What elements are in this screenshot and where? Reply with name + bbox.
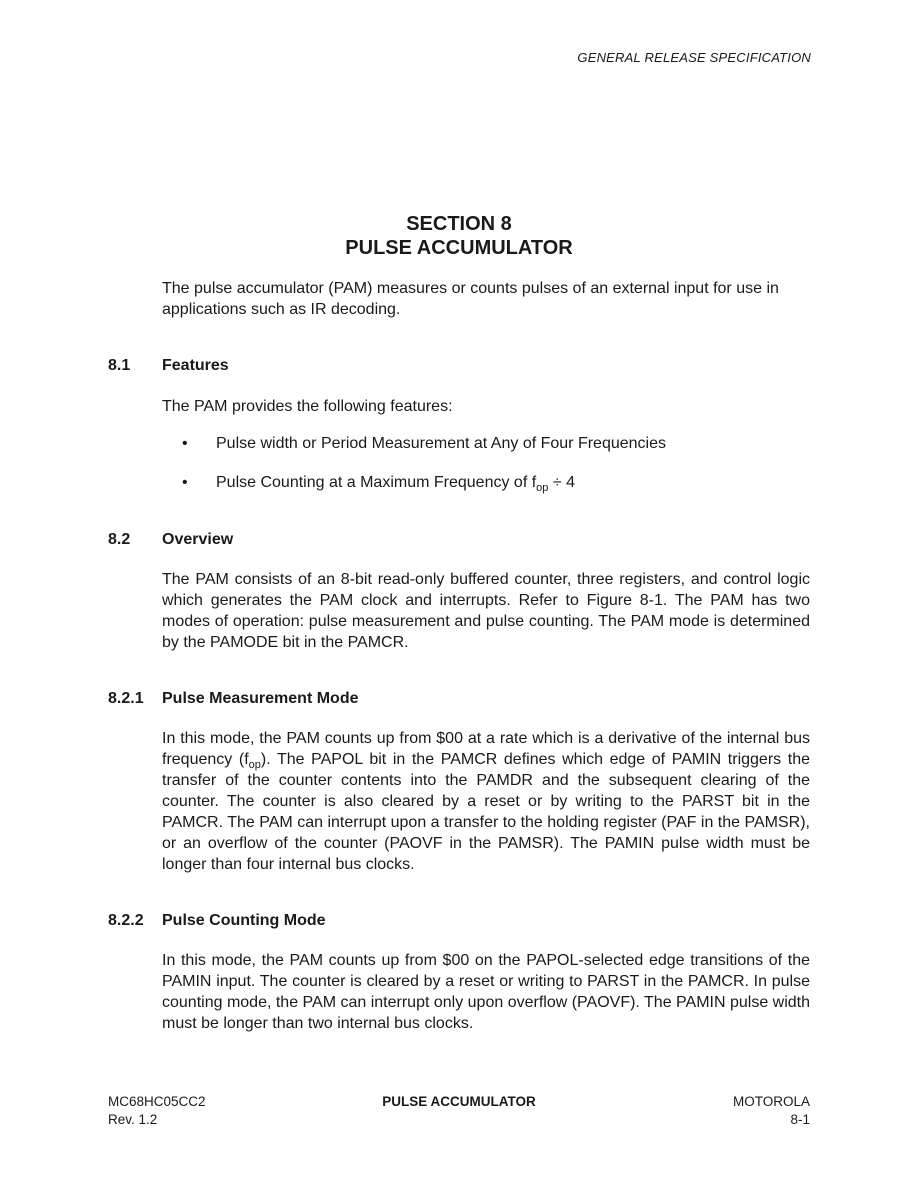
feature-item-text-post: ÷ 4 (548, 474, 575, 491)
subscript-op: op (248, 759, 261, 772)
pulse-measurement-text-post: ). The PAPOL bit in the PAMCR defines which edge of PAMIN triggers the transfer of the counter contents into the PAMDR and the subsequent clearing of the counter. The counter is also cleared by a reset or by writing to the PARST bit in the PAMCR. The PAM can interrupt upon a transfer to the holding register (PAF in the PAMSR), or an overflow of the counter (PAOVF in the PAMSR). The PAMIN pulse width must be longer than four internal bus clocks. (162, 751, 811, 873)
section-number-title: SECTION 8 (406, 213, 512, 235)
features-lead: The PAM provides the following features: (162, 398, 453, 415)
heading-8-1-title: Features (162, 357, 229, 374)
footer-section-name: PULSE ACCUMULATOR (382, 1094, 536, 1109)
section-name-title: PULSE ACCUMULATOR (345, 237, 573, 259)
overview-paragraph: The PAM consists of an 8-bit read-only buffered counter, three registers, and control logic which generates the PAM clock and interrupts. Refer to Figure 8-1. The PAM has two modes of operation: pulse measurement and pulse counting. The PAM mode is determined by the PAMODE bit in the PAMCR. (162, 571, 810, 651)
feature-item-text (216, 473, 575, 493)
heading-8-2-2-title: Pulse Counting Mode (162, 912, 326, 929)
intro-paragraph: The pulse accumulator (PAM) measures or counts pulses of an external input for use in applications such as IR decoding. (162, 280, 779, 318)
heading-8-2-number: 8.2 (108, 531, 131, 548)
heading-8-2-1-title: Pulse Measurement Mode (162, 690, 359, 707)
feature-item-text: Pulse width or Period Measurement at Any of Four Frequencies (216, 435, 666, 452)
pulse-measurement-paragraph (162, 728, 810, 875)
heading-8-2-title: Overview (162, 531, 234, 548)
bullet-icon: • (182, 474, 188, 491)
running-header: GENERAL RELEASE SPECIFICATION (577, 50, 811, 65)
pulse-counting-paragraph: In this mode, the PAM counts up from $00 on the PAPOL-selected edge transitions of the PAMIN input. The counter is cleared by a reset or writing to PARST in the PAMCR. In pulse counting mode, the PAM can interrupt only upon overflow (PAOVF). The PAMIN pulse width must be longer than two internal bus clocks. (162, 952, 811, 1032)
heading-8-2-1-number: 8.2.1 (108, 690, 144, 707)
footer-page-number: 8-1 (790, 1112, 810, 1127)
footer-company: MOTOROLA (732, 1094, 810, 1109)
footer-right (733, 1093, 810, 1129)
feature-item-text-pre: Pulse Counting at a Maximum Frequency of f (216, 474, 537, 491)
heading-8-2-2-number: 8.2.2 (108, 912, 144, 929)
footer-part-number: MC68HC05CC2 (108, 1094, 206, 1109)
footer-revision: Rev. 1.2 (108, 1112, 158, 1127)
bullet-icon: • (182, 435, 188, 452)
subscript-op: op (536, 482, 549, 495)
pulse-measurement-text-pre: In this mode, the PAM counts up from $00 at a rate which is a derivative of the internal bus frequency (f (162, 730, 810, 768)
heading-8-1-number: 8.1 (108, 357, 131, 374)
